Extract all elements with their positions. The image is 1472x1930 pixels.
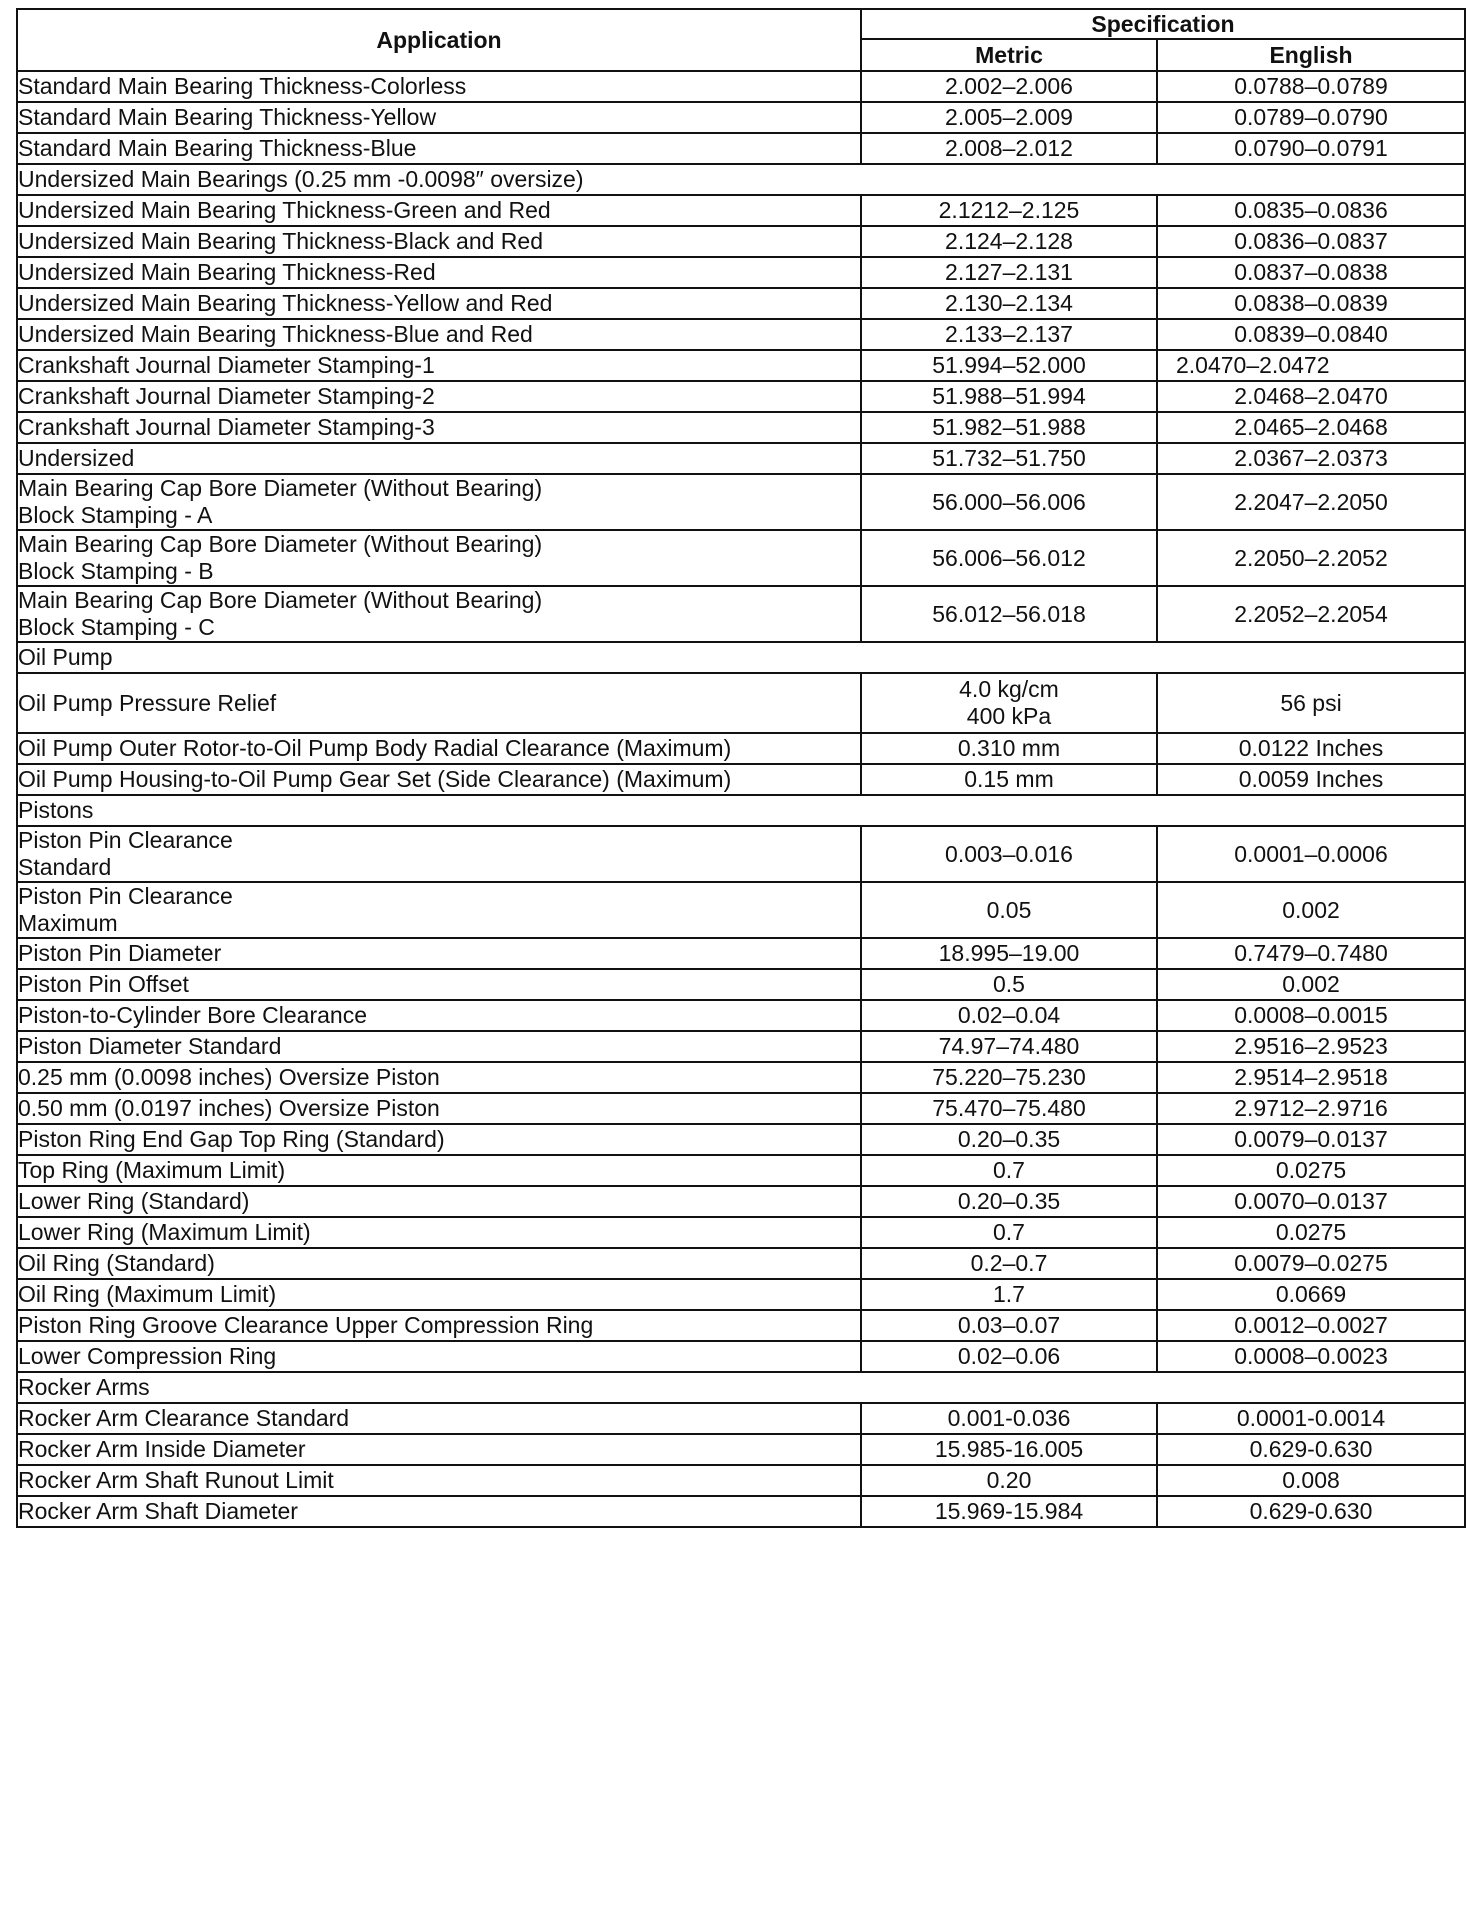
english-header: English <box>1157 39 1465 71</box>
metric-cell <box>861 1155 1157 1186</box>
application-text: Piston Diameter Standard <box>18 1033 282 1059</box>
application-text: Block Stamping - A <box>18 502 213 528</box>
table-row <box>17 1031 1465 1062</box>
metric-cell <box>861 195 1157 226</box>
application-text: Piston Pin Diameter <box>18 940 222 966</box>
english-value: 0.0079–0.0275 <box>1157 1248 1465 1279</box>
metric-value: 0.20–0.35 <box>957 1188 1061 1214</box>
table-row <box>17 1496 1465 1527</box>
english-value: 0.0789–0.0790 <box>1157 102 1465 133</box>
table-row <box>17 1124 1465 1155</box>
english-value: 0.0059 Inches <box>1157 764 1465 795</box>
application-cell <box>17 1031 861 1062</box>
metric-cell <box>861 474 1157 530</box>
application-header: Application <box>17 9 861 71</box>
application-cell <box>17 71 861 102</box>
metric-cell <box>861 1248 1157 1279</box>
english-value: 0.0837–0.0838 <box>1157 257 1465 288</box>
application-text: Standard <box>18 854 112 880</box>
application-text: Rocker Arm Inside Diameter <box>18 1436 306 1462</box>
table-row <box>17 71 1465 102</box>
section-row <box>17 795 1465 826</box>
application-cell <box>17 319 861 350</box>
metric-cell <box>861 882 1157 938</box>
application-cell <box>17 826 861 882</box>
table-row <box>17 586 1465 642</box>
metric-value: 2.005–2.009 <box>945 104 1073 130</box>
table-row <box>17 764 1465 795</box>
metric-cell <box>861 969 1157 1000</box>
application-cell <box>17 733 861 764</box>
metric-value: 75.220–75.230 <box>932 1064 1086 1090</box>
application-cell <box>17 1217 861 1248</box>
table-row <box>17 1186 1465 1217</box>
metric-header: Metric <box>861 39 1157 71</box>
metric-cell <box>861 1465 1157 1496</box>
metric-value: 400 kPa <box>966 703 1052 729</box>
table-row <box>17 733 1465 764</box>
english-value: 2.2050–2.2052 <box>1157 530 1465 586</box>
table-row <box>17 319 1465 350</box>
english-value: 0.0838–0.0839 <box>1157 288 1465 319</box>
metric-cell <box>861 319 1157 350</box>
english-value: 2.9514–2.9518 <box>1157 1062 1465 1093</box>
english-value: 0.0669 <box>1157 1279 1465 1310</box>
metric-value: 0.20 <box>986 1467 1032 1493</box>
section-label: Rocker Arms <box>17 1372 1465 1403</box>
application-cell <box>17 1155 861 1186</box>
english-value: 0.0836–0.0837 <box>1157 226 1465 257</box>
application-text: Oil Pump Housing-to-Oil Pump Gear Set (Side Clearance) (Maximum) <box>18 766 732 792</box>
english-value: 0.0001-0.0014 <box>1157 1403 1465 1434</box>
application-text: Rocker Arm Shaft Runout Limit <box>18 1467 334 1493</box>
specification-table <box>16 8 1466 1528</box>
english-value: 0.0008–0.0015 <box>1157 1000 1465 1031</box>
table-row <box>17 1155 1465 1186</box>
table-row <box>17 1217 1465 1248</box>
application-cell <box>17 969 861 1000</box>
table-row <box>17 1403 1465 1434</box>
metric-cell <box>861 71 1157 102</box>
application-cell <box>17 1279 861 1310</box>
english-value: 0.0835–0.0836 <box>1157 195 1465 226</box>
application-cell <box>17 1248 861 1279</box>
metric-cell <box>861 586 1157 642</box>
metric-cell <box>861 133 1157 164</box>
english-value: 0.0839–0.0840 <box>1157 319 1465 350</box>
metric-value: 0.20–0.35 <box>957 1126 1061 1152</box>
metric-cell <box>861 1341 1157 1372</box>
application-cell <box>17 288 861 319</box>
metric-cell <box>861 1279 1157 1310</box>
metric-cell <box>861 350 1157 381</box>
english-value: 2.2047–2.2050 <box>1157 474 1465 530</box>
table-row <box>17 102 1465 133</box>
application-text: Piston Pin Clearance <box>18 883 233 909</box>
application-cell <box>17 1093 861 1124</box>
table-row <box>17 673 1465 733</box>
application-cell <box>17 1062 861 1093</box>
english-value: 2.0465–2.0468 <box>1157 412 1465 443</box>
metric-cell <box>861 226 1157 257</box>
application-text: Undersized Main Bearing Thickness-Black and Red <box>18 228 544 254</box>
application-text: Rocker Arm Clearance Standard <box>18 1405 350 1431</box>
application-text: Lower Ring (Standard) <box>18 1188 250 1214</box>
english-value: 0.0012–0.0027 <box>1157 1310 1465 1341</box>
metric-cell <box>861 1031 1157 1062</box>
english-value: 0.0275 <box>1157 1155 1465 1186</box>
application-cell <box>17 474 861 530</box>
application-text: Block Stamping - C <box>18 614 215 640</box>
metric-value: 51.994–52.000 <box>932 352 1086 378</box>
section-label: Undersized Main Bearings (0.25 mm -0.0098″ oversize) <box>17 164 1465 195</box>
application-text: Oil Pump Outer Rotor-to-Oil Pump Body Radial Clearance (Maximum) <box>18 735 732 761</box>
application-text: Block Stamping - B <box>18 558 214 584</box>
application-cell <box>17 1186 861 1217</box>
application-text: Standard Main Bearing Thickness-Blue <box>18 135 417 161</box>
application-cell <box>17 1434 861 1465</box>
english-value: 0.0788–0.0789 <box>1157 71 1465 102</box>
table-body <box>17 71 1465 1527</box>
metric-cell <box>861 1000 1157 1031</box>
metric-cell <box>861 938 1157 969</box>
metric-cell <box>861 1093 1157 1124</box>
metric-value: 4.0 kg/cm <box>959 676 1059 702</box>
metric-cell <box>861 1124 1157 1155</box>
english-value: 0.0008–0.0023 <box>1157 1341 1465 1372</box>
metric-cell <box>861 1186 1157 1217</box>
metric-value: 0.003–0.016 <box>945 840 1073 867</box>
table-row <box>17 288 1465 319</box>
english-value: 0.002 <box>1157 969 1465 1000</box>
english-value: 0.0790–0.0791 <box>1157 133 1465 164</box>
application-cell <box>17 443 861 474</box>
metric-cell <box>861 1062 1157 1093</box>
metric-value: 18.995–19.00 <box>938 940 1080 966</box>
metric-value: 1.7 <box>993 1281 1025 1307</box>
metric-value: 74.97–74.480 <box>938 1033 1080 1059</box>
application-text: Undersized Main Bearing Thickness-Yellow and Red <box>18 290 553 316</box>
application-text: Main Bearing Cap Bore Diameter (Without Bearing) <box>18 475 543 501</box>
application-text: Piston Ring Groove Clearance Upper Compression Ring <box>18 1312 594 1338</box>
section-row <box>17 164 1465 195</box>
application-cell <box>17 133 861 164</box>
application-cell <box>17 1496 861 1527</box>
application-cell <box>17 226 861 257</box>
metric-cell <box>861 443 1157 474</box>
table-row <box>17 938 1465 969</box>
metric-value: 56.012–56.018 <box>932 600 1086 627</box>
english-value: 0.0070–0.0137 <box>1157 1186 1465 1217</box>
application-cell <box>17 938 861 969</box>
english-value: 2.0367–2.0373 <box>1157 443 1465 474</box>
application-cell <box>17 764 861 795</box>
application-cell <box>17 195 861 226</box>
application-text: Main Bearing Cap Bore Diameter (Without Bearing) <box>18 587 543 613</box>
section-label: Oil Pump <box>17 642 1465 673</box>
section-row <box>17 1372 1465 1403</box>
metric-cell <box>861 733 1157 764</box>
metric-cell <box>861 381 1157 412</box>
metric-value: 56.000–56.006 <box>932 488 1086 515</box>
metric-cell <box>861 826 1157 882</box>
metric-value: 2.133–2.137 <box>945 321 1073 347</box>
english-value: 0.629-0.630 <box>1157 1434 1465 1465</box>
table-row <box>17 381 1465 412</box>
application-text: Standard Main Bearing Thickness-Colorless <box>18 73 467 99</box>
metric-value: 2.1212–2.125 <box>938 197 1080 223</box>
metric-value: 0.03–0.07 <box>957 1312 1061 1338</box>
metric-value: 51.988–51.994 <box>932 383 1086 409</box>
metric-value: 0.15 mm <box>964 766 1054 792</box>
application-text: Crankshaft Journal Diameter Stamping-1 <box>18 352 435 378</box>
table-row <box>17 1434 1465 1465</box>
application-text: Top Ring (Maximum Limit) <box>18 1157 286 1183</box>
application-text: Crankshaft Journal Diameter Stamping-2 <box>18 383 435 409</box>
application-cell <box>17 1124 861 1155</box>
application-text: Undersized Main Bearing Thickness-Red <box>18 259 436 285</box>
metric-value: 51.982–51.988 <box>932 414 1086 440</box>
table-row <box>17 1310 1465 1341</box>
english-value: 2.9712–2.9716 <box>1157 1093 1465 1124</box>
application-text: Standard Main Bearing Thickness-Yellow <box>18 104 437 130</box>
application-text: Lower Ring (Maximum Limit) <box>18 1219 311 1245</box>
table-row <box>17 195 1465 226</box>
table-row <box>17 826 1465 882</box>
metric-value: 75.470–75.480 <box>932 1095 1086 1121</box>
table-row <box>17 412 1465 443</box>
english-value: 2.0468–2.0470 <box>1157 381 1465 412</box>
metric-value: 2.124–2.128 <box>945 228 1073 254</box>
metric-value: 0.7 <box>993 1157 1025 1183</box>
metric-value: 0.02–0.04 <box>957 1002 1061 1028</box>
metric-cell <box>861 257 1157 288</box>
table-row <box>17 226 1465 257</box>
metric-cell <box>861 288 1157 319</box>
metric-cell <box>861 1310 1157 1341</box>
application-text: Main Bearing Cap Bore Diameter (Without Bearing) <box>18 531 543 557</box>
table-row <box>17 474 1465 530</box>
table-row <box>17 1341 1465 1372</box>
english-value: 2.2052–2.2054 <box>1157 586 1465 642</box>
application-cell <box>17 412 861 443</box>
application-text: Oil Pump Pressure Relief <box>18 689 277 716</box>
english-value: 0.0275 <box>1157 1217 1465 1248</box>
metric-value: 0.05 <box>986 896 1032 923</box>
table-row <box>17 1093 1465 1124</box>
english-value: 2.0470–2.0472 <box>1157 350 1465 381</box>
application-text: Oil Ring (Maximum Limit) <box>18 1281 277 1307</box>
application-text: Oil Ring (Standard) <box>18 1250 215 1276</box>
metric-value: 0.001-0.036 <box>947 1405 1071 1431</box>
metric-value: 2.008–2.012 <box>945 135 1073 161</box>
english-value: 0.008 <box>1157 1465 1465 1496</box>
metric-cell <box>861 1403 1157 1434</box>
metric-cell <box>861 530 1157 586</box>
metric-cell <box>861 673 1157 733</box>
application-cell <box>17 102 861 133</box>
application-cell <box>17 882 861 938</box>
english-value: 0.0079–0.0137 <box>1157 1124 1465 1155</box>
metric-value: 2.002–2.006 <box>945 73 1073 99</box>
table-row <box>17 1465 1465 1496</box>
application-text: 0.50 mm (0.0197 inches) Oversize Piston <box>18 1095 440 1121</box>
application-text: Crankshaft Journal Diameter Stamping-3 <box>18 414 435 440</box>
english-value: 0.629-0.630 <box>1157 1496 1465 1527</box>
metric-value: 51.732–51.750 <box>932 445 1086 471</box>
application-cell <box>17 1403 861 1434</box>
application-cell <box>17 1341 861 1372</box>
metric-value: 15.985-16.005 <box>934 1436 1084 1462</box>
application-cell <box>17 1465 861 1496</box>
application-text: Undersized Main Bearing Thickness-Green and Red <box>18 197 551 223</box>
english-value: 0.0001–0.0006 <box>1157 826 1465 882</box>
table-row <box>17 1248 1465 1279</box>
table-row <box>17 530 1465 586</box>
metric-cell <box>861 102 1157 133</box>
english-value: 0.002 <box>1157 882 1465 938</box>
table-row <box>17 443 1465 474</box>
metric-value: 0.310 mm <box>957 735 1061 761</box>
metric-cell <box>861 1434 1157 1465</box>
application-cell <box>17 1000 861 1031</box>
table-row <box>17 1062 1465 1093</box>
specification-header: Specification <box>861 9 1465 39</box>
application-text: Piston-to-Cylinder Bore Clearance <box>18 1002 367 1028</box>
application-cell <box>17 586 861 642</box>
table-row <box>17 133 1465 164</box>
section-row <box>17 642 1465 673</box>
application-text: Piston Pin Offset <box>18 971 189 997</box>
metric-value: 0.5 <box>993 971 1025 997</box>
metric-value: 0.7 <box>993 1219 1025 1245</box>
table-row <box>17 257 1465 288</box>
application-text: Piston Ring End Gap Top Ring (Standard) <box>18 1126 445 1152</box>
application-cell <box>17 381 861 412</box>
metric-cell <box>861 412 1157 443</box>
application-text: Undersized Main Bearing Thickness-Blue and Red <box>18 321 533 347</box>
application-text: Rocker Arm Shaft Diameter <box>18 1498 298 1524</box>
metric-value: 56.006–56.012 <box>932 544 1086 571</box>
application-cell <box>17 673 861 733</box>
table-row <box>17 350 1465 381</box>
metric-cell <box>861 1217 1157 1248</box>
table-row <box>17 882 1465 938</box>
metric-value: 15.969-15.984 <box>934 1498 1084 1524</box>
section-label: Pistons <box>17 795 1465 826</box>
metric-value: 0.02–0.06 <box>957 1343 1061 1369</box>
application-cell <box>17 257 861 288</box>
table-row <box>17 1279 1465 1310</box>
application-text: Undersized <box>18 445 135 471</box>
english-value: 2.9516–2.9523 <box>1157 1031 1465 1062</box>
english-value: 0.7479–0.7480 <box>1157 938 1465 969</box>
application-cell <box>17 350 861 381</box>
metric-value: 2.130–2.134 <box>945 290 1073 316</box>
application-text: 0.25 mm (0.0098 inches) Oversize Piston <box>18 1064 440 1090</box>
table-row <box>17 969 1465 1000</box>
english-value: 56 psi <box>1157 673 1465 733</box>
metric-cell <box>861 1496 1157 1527</box>
application-text: Piston Pin Clearance <box>18 827 233 853</box>
application-cell <box>17 1310 861 1341</box>
metric-value: 2.127–2.131 <box>945 259 1073 285</box>
metric-cell <box>861 764 1157 795</box>
english-value: 0.0122 Inches <box>1157 733 1465 764</box>
application-cell <box>17 530 861 586</box>
application-text: Maximum <box>18 910 118 936</box>
table-row <box>17 1000 1465 1031</box>
metric-value: 0.2–0.7 <box>970 1250 1048 1276</box>
application-text: Lower Compression Ring <box>18 1343 277 1369</box>
